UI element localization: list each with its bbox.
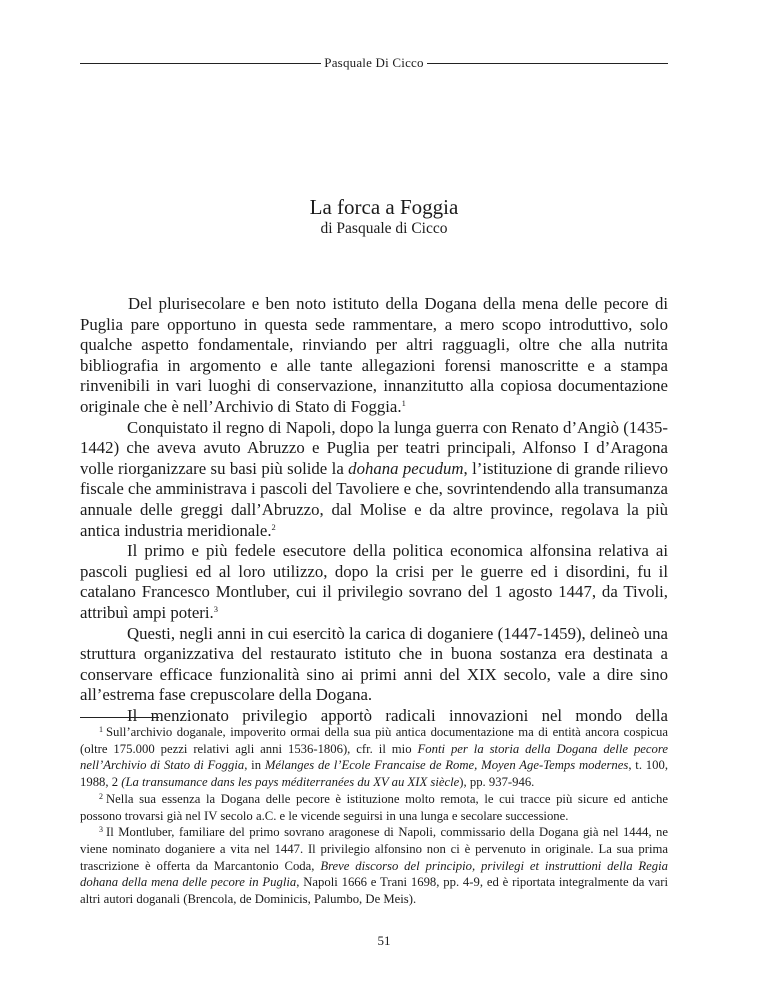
footnote-1-italic-3: (La transumance dans les pays méditerranées du XV au XIX siècle <box>121 775 460 790</box>
footnotes <box>80 724 668 908</box>
running-head-author: Pasquale Di Cicco <box>324 55 424 70</box>
footnote-3 <box>80 824 668 908</box>
running-head-rule-left <box>80 63 321 64</box>
footnote-3-text-b: , Napoli 1666 e Trani 1698, pp. 4-9, ed è riportata integralmente da vari altri autori doganali (Brencola, de Dominicis, Palumbo, De Meis). <box>80 875 668 907</box>
article-title: La forca a Foggia <box>309 195 459 219</box>
article-byline: di Pasquale di Cicco <box>320 220 448 237</box>
footnote-2-text: Nella sua essenza la Dogana delle pecore è istituzione molto remota, le cui tracce più sicure ed antiche possono trovarsi già nel IV secolo a.C. e le vicende seguirsi in una lunga e secolare successione. <box>80 791 668 823</box>
footnote-1-text-d: ), pp. 937-946. <box>459 775 535 790</box>
footnote-1-text-a: Sull’archivio doganale, impoverito ormai della sua più antica documentazione ma di entità ancora cospicua (oltre 175.000 pezzi relativi agli anni 1536-1806), cfr. il mio <box>80 725 668 756</box>
footnote-rule <box>80 717 159 718</box>
paragraph-2-text-b: , l’istituzione di grande rilievo fiscale che amministrava i pascoli del Tavoliere e che, sovrintendendo alla transumanza annuale delle greggi dall’Abruzzo, dal Molise e da altre province, regolava la più antica industria meridionale. <box>80 458 668 540</box>
footnote-1-number: 1 <box>99 725 103 734</box>
footnote-1-text-c: , t. 100, 1988, 2 <box>80 758 669 790</box>
footnote-2 <box>80 791 668 824</box>
paragraph-3-text: Il primo e più fedele esecutore della politica economica alfonsina relativa ai pascoli pugliesi ed al loro utilizzo, dopo la crisi per le guerre ed i disordini, fu il catalano Francesco Montluber, cui il privilegio sovrano del 1 agosto 1447, da Tivoli, attribuì ampi poteri. <box>80 541 668 622</box>
paragraph-2-text-a: Conquistato il regno di Napoli, dopo la lunga guerra con Renato d’Angiò (1435-1442) che aveva avuto Abruzzo e Puglia per teatri principali, Alfonso I d’Aragona volle riorganizzare su basi più solide la <box>80 417 668 478</box>
footnote-3-text-a: Il Montluber, familiare del primo sovrano aragonese di Napoli, commissario della Dogana già nel 1444, ne viene nominato doganiere a vita nel 1447. Il privilegio alfonsino non ci è pervenuto in originale. La sua prima trascrizione è offerta da Marcantonio Coda, <box>80 825 668 873</box>
footnote-1-italic-1: Fonti per la storia della Dogana delle pecore nell’Archivio di Stato di Foggia <box>80 741 668 773</box>
footnote-ref-1[interactable]: 1 <box>401 397 406 408</box>
running-head-rule-right <box>427 63 668 64</box>
footnote-3-number: 3 <box>99 825 103 835</box>
paragraph-5: Il menzionato privilegio apportò radicali innovazioni nel mondo della <box>127 705 668 725</box>
paragraph-2 <box>80 418 668 542</box>
paragraph-2-italic: dohana pecudum <box>348 458 464 478</box>
paragraph-1-text: Del plurisecolare e ben noto istituto della Dogana della mena delle pecore di Puglia pare opportuno in questa sede rammentare, a mero scopo introduttivo, solo qualche aspetto fondamentale, rinviando per altri ragguagli, oltre che alla nutrita bibliografia in argomento e alle tante allegazioni forensi manoscritte e a stampa rinvenibili in vari luoghi di conservazione, innanzitutto alla copiosa documentazione originale che è nell’Archivio di Stato di Foggia. <box>80 294 668 416</box>
paragraph-1 <box>80 294 668 418</box>
title-block <box>0 195 768 239</box>
running-head <box>80 52 668 74</box>
footnote-2-number: 2 <box>99 791 103 801</box>
paragraph-3 <box>80 541 668 623</box>
footnote-1-italic-2: Mélanges de l’Ecole Francaise de Rome, Moyen Age-Temps modernes <box>264 758 629 773</box>
footnote-1-text-b: , in <box>244 758 265 773</box>
page-number: 51 <box>377 933 391 948</box>
paragraph-4: Questi, negli anni in cui esercitò la carica di doganiere (1447-1459), delineò una struttura organizzativa del restaurato istituto che in buona sostanza era destinata a conservare efficace funzionalità sino ai primi anni del XIX secolo, vale a dire sino all’estrema fase crepuscolare della Dogana. <box>80 623 668 705</box>
footnote-ref-2[interactable]: 2 <box>271 521 276 532</box>
footnote-3-italic: Breve discorso del principio, privilegi et instruttioni della Regia dohana della mena delle pecore in Puglia <box>80 858 669 890</box>
body-text <box>80 294 668 726</box>
footnote-1 <box>80 724 668 791</box>
footnote-ref-3[interactable]: 3 <box>213 603 219 614</box>
